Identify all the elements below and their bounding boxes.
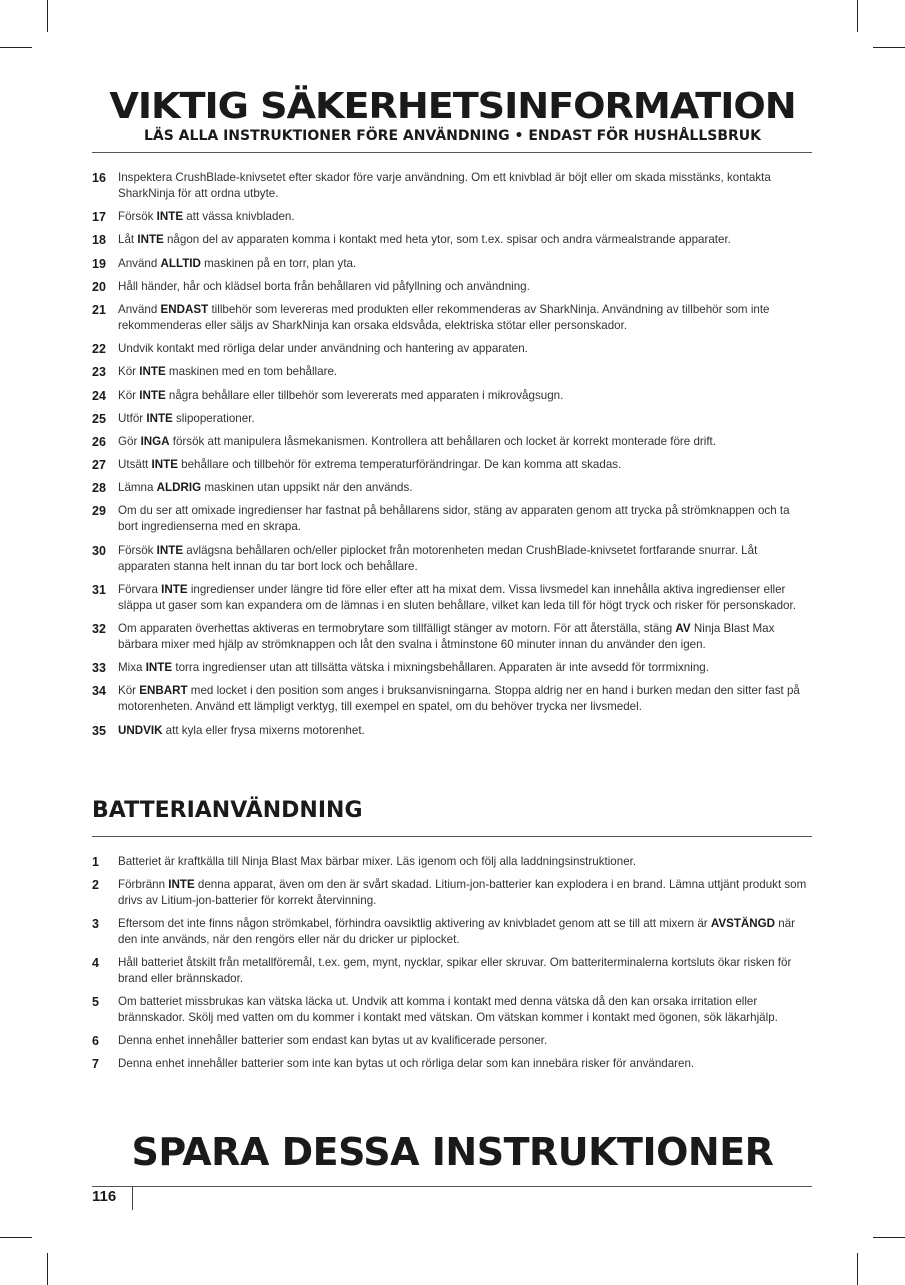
item-text-part: Förvara bbox=[118, 582, 162, 596]
item-number: 19 bbox=[92, 256, 106, 271]
item-text-part: att vässa knivbladen. bbox=[183, 210, 295, 224]
item-text bbox=[118, 543, 812, 575]
item-emphasis: INTE bbox=[145, 661, 173, 675]
list-item bbox=[92, 660, 812, 676]
item-emphasis: INTE bbox=[168, 878, 195, 891]
list-item bbox=[92, 1056, 812, 1072]
list-item bbox=[92, 364, 812, 380]
item-text-part: Låt bbox=[118, 233, 138, 247]
item-text-part: Håll batteriet åtskilt från metallföremål, t.ex. gem, mynt, nycklar, spikar eller skruvar. Om batteriterminalerna kortsluts ökar risken för brand eller brännskador. bbox=[118, 956, 792, 985]
crop-mark bbox=[857, 1253, 858, 1285]
item-text bbox=[118, 503, 812, 535]
list-item bbox=[92, 877, 812, 909]
item-text bbox=[118, 434, 812, 450]
item-text bbox=[118, 723, 812, 739]
item-number: 3 bbox=[92, 917, 99, 931]
item-text bbox=[118, 916, 812, 948]
item-number: 30 bbox=[92, 543, 106, 558]
item-emphasis: ALDRIG bbox=[156, 481, 202, 495]
item-emphasis: AVSTÄNGD bbox=[710, 917, 776, 930]
item-text bbox=[118, 1056, 812, 1072]
item-number: 2 bbox=[92, 878, 99, 892]
list-item bbox=[92, 543, 812, 575]
item-number: 5 bbox=[92, 995, 99, 1009]
list-item bbox=[92, 388, 812, 404]
item-text-part: Inspektera CrushBlade-knivsetet efter skador före varje användning. Om ett knivblad är böjt eller om skada misstänks, kontakta SharkNinja för att ordna utbyte. bbox=[118, 171, 771, 200]
list-item bbox=[92, 1033, 812, 1049]
item-number: 27 bbox=[92, 458, 106, 473]
item-text-part: Om batteriet missbrukas kan vätska läcka ut. Undvik att komma i kontakt med denna vätska då den kan orsaka irritation eller brännskador. Skölj med vatten om du kommer i kontakt med vätskan. Om vätskan kommer i kontakt med ögonen, sök läkarhjälp. bbox=[118, 995, 778, 1024]
item-number: 24 bbox=[92, 388, 106, 403]
item-emphasis: INGA bbox=[140, 434, 170, 448]
list-item bbox=[92, 457, 812, 473]
battery-section-title: BATTERIANVÄNDNING bbox=[92, 798, 363, 823]
item-emphasis: INTE bbox=[137, 233, 164, 247]
item-text-part: behållare och tillbehör för extrema temperaturförändringar. De kan komma att skadas. bbox=[177, 458, 622, 472]
footer-title: SPARA DESSA INSTRUKTIONER bbox=[131, 1130, 774, 1174]
item-number: 28 bbox=[92, 481, 106, 496]
item-number: 21 bbox=[92, 302, 106, 317]
item-text-part: Denna enhet innehåller batterier som inte kan bytas ut och rörliga delar som kan innebära risker för användaren. bbox=[118, 1057, 695, 1070]
item-text-part: Kör bbox=[118, 684, 140, 698]
item-text bbox=[118, 232, 812, 248]
list-item bbox=[92, 723, 812, 739]
item-text-part: Utför bbox=[118, 411, 147, 425]
item-text bbox=[118, 209, 812, 225]
crop-mark bbox=[0, 1237, 32, 1238]
item-text-part: denna apparat, även om den är svårt skadad. Litium-jon-batterier kan explodera i en brand. Lämna uttjänt produkt som drivs av Litium-jon-batterier för korrekt återvinning. bbox=[118, 878, 807, 907]
item-text-part: maskinen med en tom behållare. bbox=[165, 365, 338, 379]
item-number: 26 bbox=[92, 434, 106, 449]
item-number: 4 bbox=[92, 956, 99, 970]
list-item bbox=[92, 621, 812, 653]
item-number: 33 bbox=[92, 661, 106, 676]
item-emphasis: ALLTID bbox=[160, 256, 201, 270]
item-text-part: Använd bbox=[118, 256, 161, 270]
item-text bbox=[118, 877, 812, 909]
item-number: 1 bbox=[92, 855, 99, 869]
item-text bbox=[118, 955, 812, 987]
item-text-part: Utsätt bbox=[118, 458, 152, 472]
crop-mark bbox=[0, 47, 32, 48]
item-number: 35 bbox=[92, 723, 106, 738]
item-text-part: några behållare eller tillbehör som levererats med apparaten i mikrovågsugn. bbox=[165, 388, 564, 402]
item-text-part: ingredienser under längre tid före eller efter att ha mixat dem. Vissa livsmedel kan innehålla aktiva ingredienser eller släppa ut gaser som kan expandera om de lämnas i en sluten behållare, vilket kan leda till för högt tryck och risker för personskador. bbox=[118, 582, 796, 612]
item-emphasis: INTE bbox=[161, 582, 188, 596]
item-text-part: Kör bbox=[118, 388, 140, 402]
item-text bbox=[118, 279, 812, 295]
item-text-part: maskinen på en torr, plan yta. bbox=[200, 256, 357, 270]
item-text-part: Försök bbox=[118, 210, 157, 224]
crop-mark bbox=[47, 1253, 48, 1285]
item-text-part: Lämna bbox=[118, 481, 157, 495]
list-item bbox=[92, 480, 812, 496]
list-item bbox=[92, 232, 812, 248]
item-emphasis: INTE bbox=[146, 411, 173, 425]
item-text-part: Mixa bbox=[118, 661, 146, 675]
header-divider bbox=[92, 152, 812, 153]
item-number: 6 bbox=[92, 1034, 99, 1048]
item-text bbox=[118, 170, 812, 202]
list-item bbox=[92, 916, 812, 948]
item-number: 22 bbox=[92, 342, 106, 357]
item-text-part: Försök bbox=[118, 543, 157, 557]
item-number: 16 bbox=[92, 171, 106, 185]
item-text-part: Eftersom det inte finns någon strömkabel, förhindra oavsiktlig aktivering av knivbladet genom att se till att mixern är bbox=[118, 917, 711, 930]
item-emphasis: INTE bbox=[156, 210, 184, 224]
item-text-part: Om apparaten överhettas aktiveras en termobrytare som tillfälligt stänger av motorn. För att återställa, stäng bbox=[118, 622, 676, 635]
item-text-part: Förbränn bbox=[118, 878, 169, 891]
list-item bbox=[92, 955, 812, 987]
item-number: 34 bbox=[92, 684, 106, 699]
item-text-part: med locket i den position som anges i bruksanvisningarna. Stoppa aldrig ner en hand i burken medan den sitter fast på motorenheten. Använd ett lämpligt verktyg, till exempel en spatel, om du behöver trycka ner livsmedel. bbox=[118, 684, 800, 714]
item-text-part: Kör bbox=[118, 365, 140, 379]
item-text bbox=[118, 854, 812, 870]
item-text bbox=[118, 660, 812, 676]
item-number: 7 bbox=[92, 1057, 99, 1071]
item-emphasis: INTE bbox=[151, 458, 178, 472]
list-item bbox=[92, 994, 812, 1026]
item-number: 25 bbox=[92, 411, 106, 426]
item-text-part: torra ingredienser utan att tillsätta vätska i mixningsbehållaren. Apparaten är inte avsedd för torrmixning. bbox=[172, 661, 709, 675]
list-item bbox=[92, 209, 812, 225]
item-text-part: Håll händer, hår och klädsel borta från behållaren vid påfyllning och användning. bbox=[118, 279, 530, 293]
item-text bbox=[118, 411, 812, 427]
item-text bbox=[118, 341, 812, 357]
item-text-part: Gör bbox=[118, 434, 141, 448]
item-text bbox=[118, 302, 812, 334]
safety-list bbox=[92, 170, 812, 746]
list-item bbox=[92, 411, 812, 427]
item-number: 31 bbox=[92, 582, 106, 597]
item-text bbox=[118, 388, 812, 404]
battery-divider bbox=[92, 836, 812, 837]
item-number: 17 bbox=[92, 210, 106, 225]
list-item bbox=[92, 434, 812, 450]
item-emphasis: AV bbox=[675, 622, 691, 635]
item-text bbox=[118, 994, 812, 1026]
item-emphasis: INTE bbox=[139, 365, 166, 379]
item-text bbox=[118, 582, 812, 614]
item-emphasis: INTE bbox=[139, 388, 166, 402]
list-item bbox=[92, 683, 812, 715]
item-text bbox=[118, 1033, 812, 1049]
footer-divider bbox=[92, 1186, 812, 1187]
item-emphasis: ENBART bbox=[139, 684, 188, 698]
item-number: 32 bbox=[92, 622, 106, 636]
item-emphasis: UNDVIK bbox=[118, 723, 163, 737]
list-item bbox=[92, 341, 812, 357]
item-text-part: försök att manipulera låsmekanismen. Kontrollera att behållaren och locket är korrekt monterade före drift. bbox=[169, 434, 717, 448]
crop-mark bbox=[47, 0, 48, 32]
list-item bbox=[92, 302, 812, 334]
item-number: 23 bbox=[92, 365, 106, 380]
item-text bbox=[118, 683, 812, 715]
item-emphasis: ENDAST bbox=[160, 302, 209, 316]
item-text-part: Undvik kontakt med rörliga delar under användning och hantering av apparaten. bbox=[118, 342, 528, 356]
item-text-part: någon del av apparaten komma i kontakt med heta ytor, som t.ex. spisar och andra värmealstrande apparater. bbox=[163, 233, 731, 247]
item-text bbox=[118, 256, 812, 272]
item-text-part: Om du ser att omixade ingredienser har fastnat på behållarens sidor, stäng av apparaten genom att trycka på strömknappen och ta bort ingredienserna med en skrapa. bbox=[118, 504, 790, 534]
item-text-part: när den inte används, när den rengörs eller när du dricker ur piplocket. bbox=[118, 917, 796, 946]
item-text bbox=[118, 621, 812, 653]
item-text-part: Batteriet är kraftkälla till Ninja Blast Max bärbar mixer. Läs igenom och följ alla laddningsinstruktioner. bbox=[118, 855, 637, 868]
item-text-part: Denna enhet innehåller batterier som endast kan bytas ut av kvalificerade personer. bbox=[118, 1034, 548, 1047]
page-number: 116 bbox=[92, 1188, 117, 1205]
list-item bbox=[92, 582, 812, 614]
item-number: 20 bbox=[92, 279, 106, 294]
crop-mark bbox=[857, 0, 858, 32]
list-item bbox=[92, 256, 812, 272]
item-text bbox=[118, 364, 812, 380]
list-item bbox=[92, 170, 812, 202]
item-text-part: maskinen utan uppsikt när den används. bbox=[201, 481, 413, 495]
item-emphasis: INTE bbox=[156, 543, 184, 557]
item-text bbox=[118, 480, 812, 496]
page-title: VIKTIG SÄKERHETSINFORMATION bbox=[109, 86, 796, 127]
item-number: 29 bbox=[92, 504, 106, 519]
crop-mark bbox=[873, 1237, 905, 1238]
item-text-part: tillbehör som levereras med produkten eller rekommenderas av SharkNinja. Användning av tillbehör som inte rekommenderas eller säljs av SharkNinja kan orsaka eldsvåda, elektriska stötar eller personskador. bbox=[118, 302, 770, 332]
item-text-part: Använd bbox=[118, 302, 161, 316]
list-item bbox=[92, 503, 812, 535]
page-number-separator bbox=[132, 1186, 133, 1210]
item-text bbox=[118, 457, 812, 473]
list-item bbox=[92, 854, 812, 870]
item-text-part: avlägsna behållaren och/eller piplocket från motorenheten medan CrushBlade-knivsetet fortfarande snurrar. Låt apparaten stanna helt innan du tar bort lock och behållare. bbox=[118, 543, 758, 573]
list-item bbox=[92, 279, 812, 295]
item-text-part: Ninja Blast Max bärbara mixer med hjälp av strömknappen och låt den svalna i åtminstone 60 minuter innan du använder den igen. bbox=[118, 622, 775, 651]
battery-list bbox=[92, 854, 812, 1079]
crop-mark bbox=[873, 47, 905, 48]
item-text-part: slipoperationer. bbox=[172, 411, 255, 425]
page-subtitle: LÄS ALLA INSTRUKTIONER FÖRE ANVÄNDNING • ENDAST FÖR HUSHÅLLSBRUK bbox=[143, 128, 762, 144]
item-number: 18 bbox=[92, 233, 106, 248]
item-text-part: att kyla eller frysa mixerns motorenhet. bbox=[162, 723, 365, 737]
